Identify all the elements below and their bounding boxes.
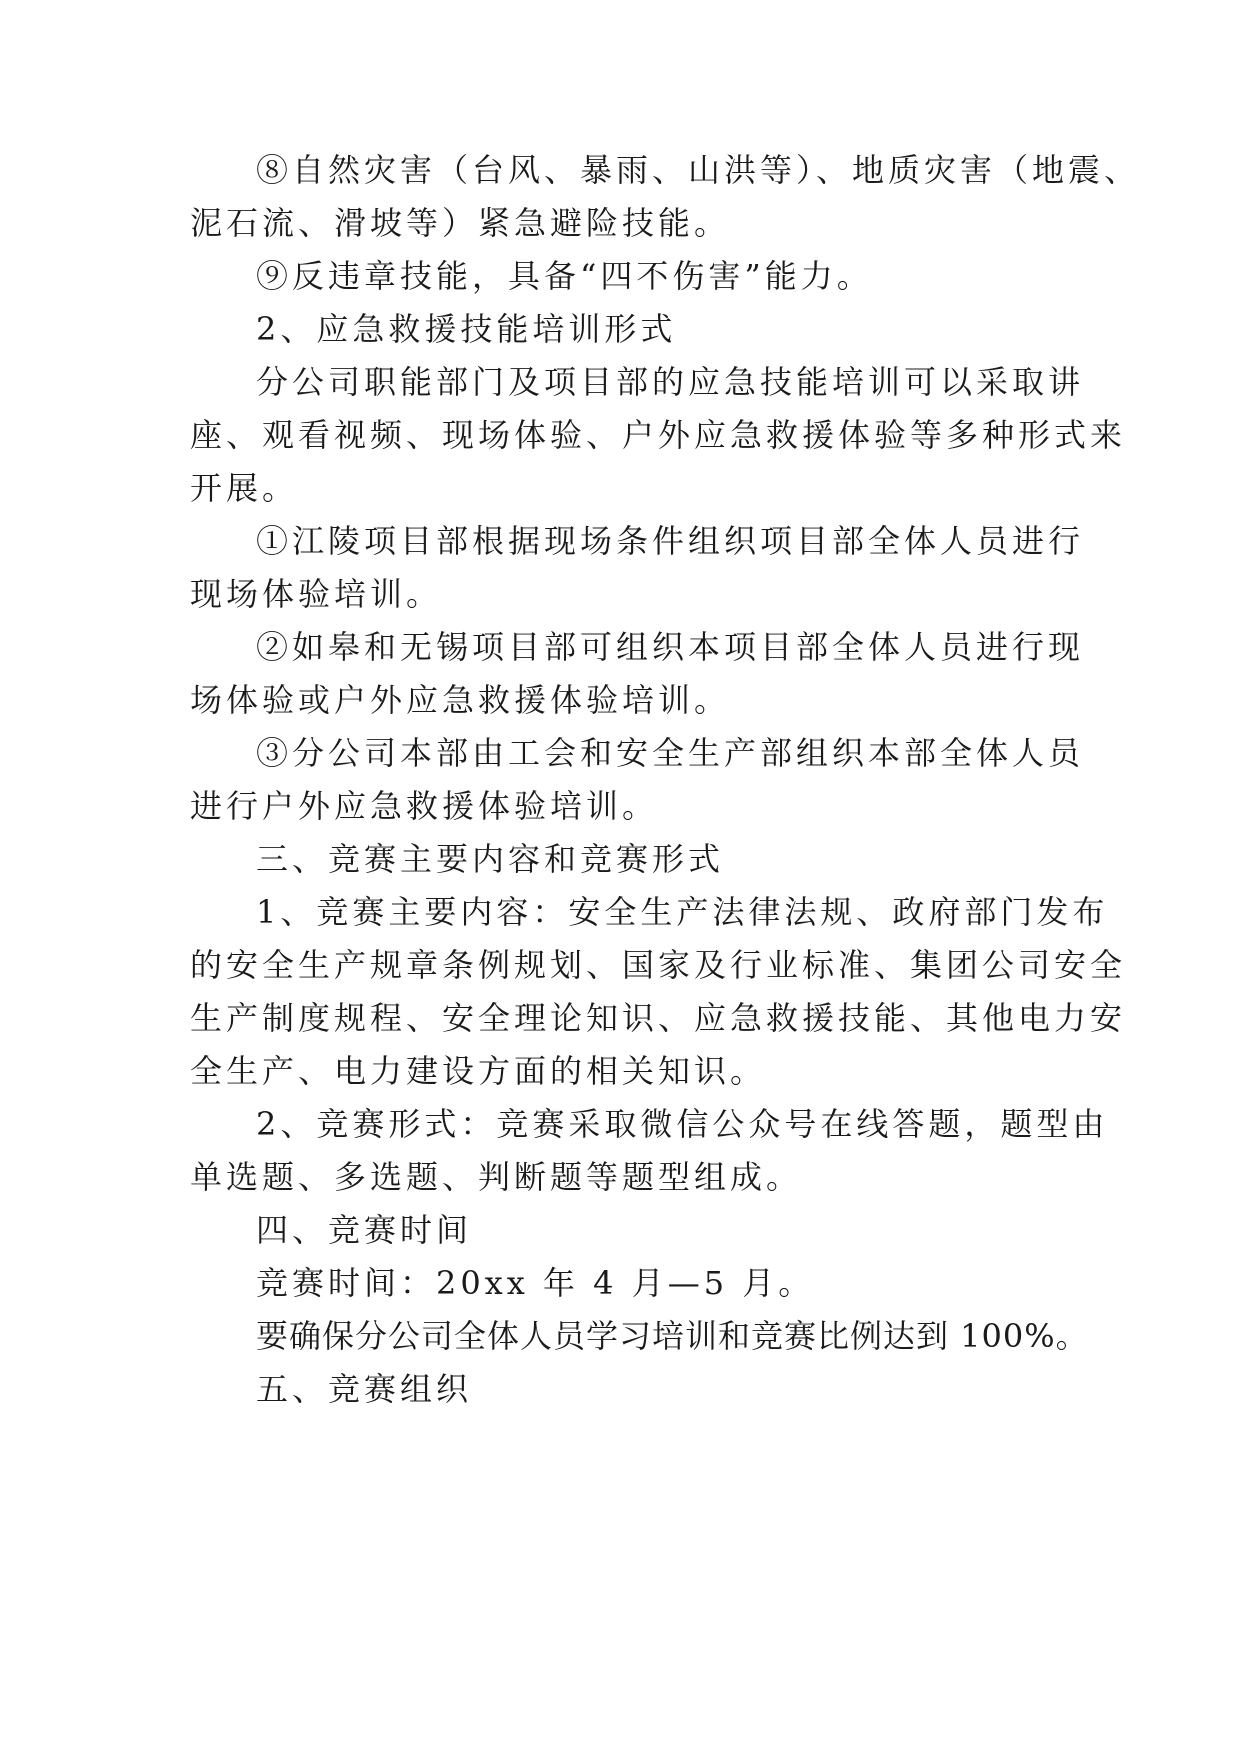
text-line: ②如皋和无锡项目部可组织本项目部全体人员进行现: [256, 628, 1085, 666]
text-line: 泥石流、滑坡等）紧急避险技能。: [190, 204, 731, 242]
text-line: ⑧自然灾害（台风、暴雨、山洪等）、地质灾害（地震、: [256, 151, 1141, 189]
text-line: ①江陵项目部根据现场条件组织项目部全体人员进行: [256, 522, 1085, 560]
text-line: 要确保分公司全体人员学习培训和竞赛比例达到 100%。: [256, 1317, 1089, 1355]
text-line: 分公司职能部门及项目部的应急技能培训可以采取讲: [256, 363, 1085, 401]
text-line: 生产制度规程、安全理论知识、应急救援技能、其他电力安: [190, 999, 1127, 1037]
text-line: 座、观看视频、现场体验、户外应急救援体验等多种形式来: [190, 416, 1127, 454]
text-line: 1、竞赛主要内容：安全生产法律法规、政府部门发布: [256, 893, 1109, 931]
text-line: 单选题、多选题、判断题等题型组成。: [190, 1158, 803, 1196]
text-line: 进行户外应急救援体验培训。: [190, 787, 659, 825]
section-heading: 四、竞赛时间: [256, 1211, 473, 1249]
section-heading: 三、竞赛主要内容和竞赛形式: [256, 840, 725, 878]
text-line: 2、竞赛形式：竞赛采取微信公众号在线答题，题型由: [256, 1105, 1109, 1143]
text-line: 场体验或户外应急救援体验培训。: [190, 681, 731, 719]
text-line: 竞赛时间：20xx 年 4 月—5 月。: [256, 1264, 815, 1302]
text-line: ③分公司本部由工会和安全生产部组织本部全体人员: [256, 734, 1085, 772]
text-line: 现场体验培训。: [190, 575, 443, 613]
text-line: 全生产、电力建设方面的相关知识。: [190, 1052, 767, 1090]
text-line: 的安全生产规章条例规划、国家及行业标准、集团公司安全: [190, 946, 1127, 984]
text-line: ⑨反违章技能，具备“四不伤害”能力。: [256, 257, 873, 295]
text-line: 开展。: [190, 469, 299, 507]
section-heading: 2、应急救援技能培训形式: [256, 310, 677, 348]
section-heading: 五、竞赛组织: [256, 1370, 473, 1408]
